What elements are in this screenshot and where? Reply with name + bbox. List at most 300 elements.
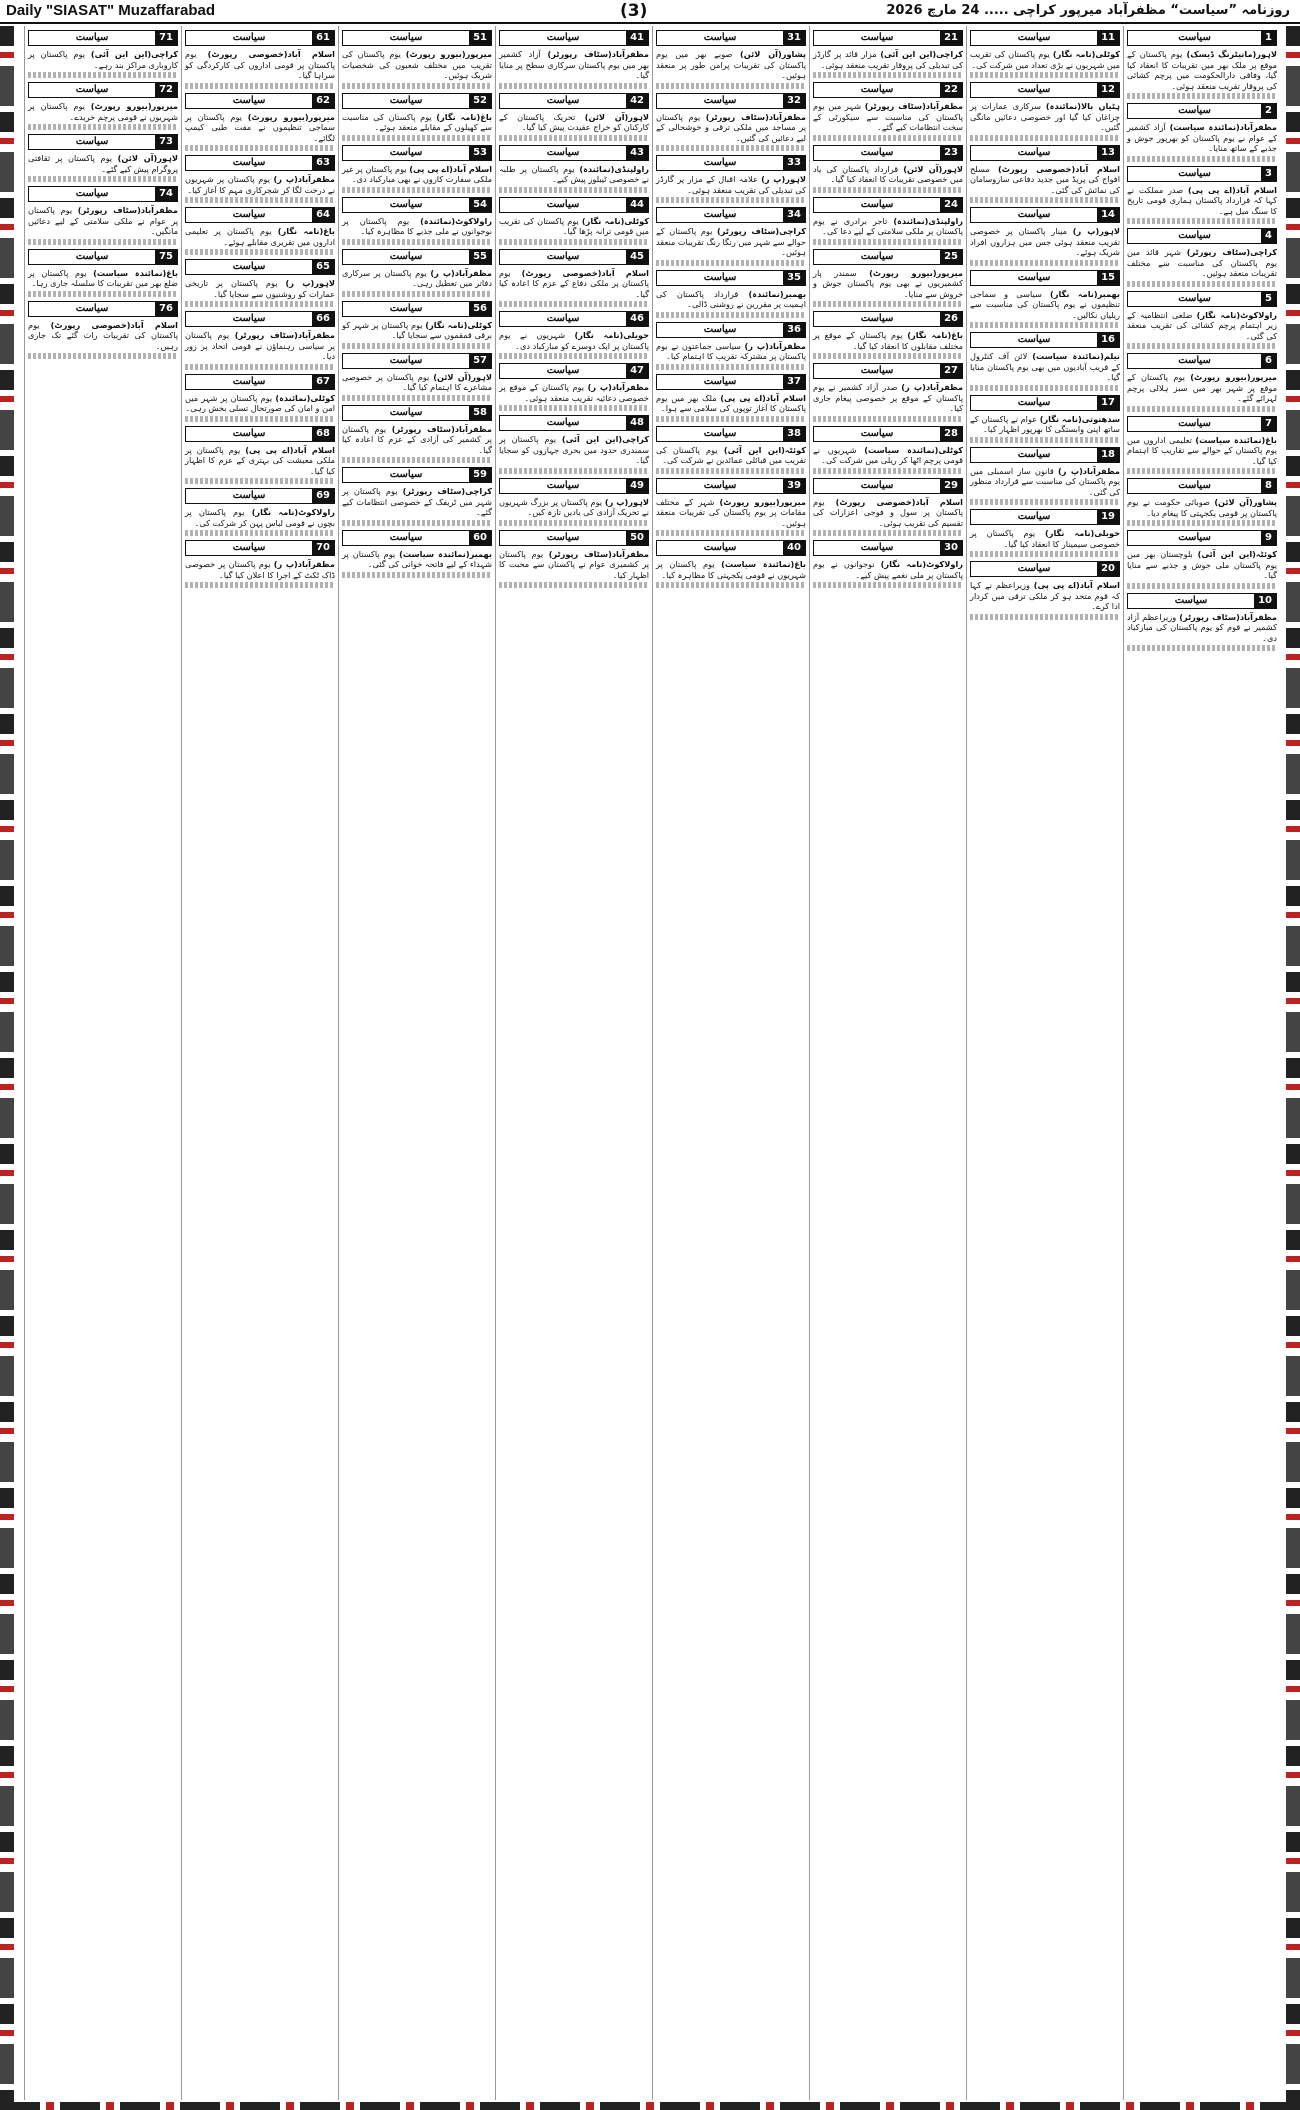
text-filler-rule: [499, 582, 649, 588]
story-number: 11: [1097, 31, 1119, 45]
text-filler-rule: [813, 301, 963, 307]
story-number: 1: [1261, 31, 1276, 45]
news-column: [24, 26, 181, 2100]
news-story: [28, 30, 178, 78]
news-story: [1127, 166, 1277, 225]
story-body: یوم پاکستان پر شہداء کے لیے فاتحہ خوانی کی گئی۔: [342, 548, 492, 569]
text-filler-rule: [970, 322, 1120, 328]
story-tag: [185, 311, 335, 327]
story-dateline: باغ(نمائندہ سیاست): [93, 267, 178, 278]
news-story: [342, 197, 492, 245]
story-tag: [813, 311, 963, 327]
story-tag: [1127, 166, 1277, 182]
story-text: [499, 268, 649, 300]
news-story: [656, 426, 806, 474]
news-column: [495, 26, 652, 2100]
news-story: [813, 426, 963, 474]
story-text: [970, 49, 1120, 70]
story-body: صدر آزاد کشمیر نے یوم پاکستان کے موقع پر خصوصی پیغام جاری کیا۔: [813, 382, 963, 413]
story-tag: [342, 530, 492, 546]
story-body: یوم پاکستان پر ضلع بھر میں تقریبات کا سلسلہ جاری رہا۔: [28, 267, 178, 288]
text-filler-rule: [185, 478, 335, 484]
story-dateline: باغ(نمائندہ سیاست): [1195, 434, 1278, 445]
story-text: [185, 393, 335, 414]
story-number: 56: [469, 302, 491, 316]
decorative-border-bottom: [0, 2102, 1300, 2110]
story-text: [499, 549, 649, 581]
story-dateline: اسلام آباد(خصوصی رپورٹ): [207, 49, 335, 59]
story-number: 41: [626, 31, 648, 45]
story-section-label: سیاست: [389, 531, 423, 543]
story-tag: [813, 363, 963, 379]
story-section-label: سیاست: [232, 94, 266, 106]
news-column: [966, 26, 1123, 2100]
story-text: [499, 497, 649, 518]
story-section-label: سیاست: [1017, 334, 1051, 345]
story-dateline: لاہور(آن لائن): [117, 153, 178, 163]
text-filler-rule: [342, 239, 492, 245]
story-body: یوم پاکستان کے موقع پر خصوصی دعائیہ تقریب منعقد ہوئی۔: [499, 382, 649, 403]
news-story: [185, 426, 335, 485]
story-dateline: اسلام آباد(خصوصی رپورٹ): [50, 319, 178, 330]
story-number: 48: [626, 416, 648, 430]
story-tag: [813, 540, 963, 556]
news-story: [970, 270, 1120, 329]
story-text: [185, 174, 335, 195]
story-text: [970, 351, 1120, 383]
story-text: [342, 112, 492, 133]
story-number: 45: [626, 250, 648, 264]
story-body: مسلح افواج کی پریڈ میں جدید دفاعی سازوسامان کی نمائش کی گئی۔: [970, 163, 1120, 195]
story-body: یوم پاکستان پر شہر کو برقی قمقموں سے سجایا گیا۔: [342, 319, 492, 340]
news-story: [656, 93, 806, 152]
story-number: 3: [1261, 167, 1276, 181]
story-tag: [28, 186, 178, 202]
story-dateline: ہٹیاں بالا(نمائندہ): [1045, 101, 1120, 111]
news-story: [185, 155, 335, 203]
story-number: 39: [783, 479, 805, 493]
story-dateline: کراچی(سٹاف رپورٹر): [1186, 247, 1277, 257]
story-text: [970, 164, 1120, 196]
story-tag: [656, 426, 806, 442]
story-dateline: کراچی(سٹاف رپورٹر): [402, 486, 492, 496]
text-filler-rule: [1127, 156, 1277, 162]
story-section-label: سیاست: [860, 198, 894, 210]
text-filler-rule: [656, 83, 806, 89]
story-section-label: سیاست: [1017, 396, 1051, 408]
story-number: 2: [1261, 104, 1276, 118]
news-column: [1123, 26, 1280, 2100]
story-text: [813, 216, 963, 237]
story-dateline: باغ(نامہ نگار): [907, 330, 964, 340]
story-text: [185, 330, 335, 362]
text-filler-rule: [970, 135, 1120, 141]
story-number: 28: [940, 427, 962, 441]
story-section-label: سیاست: [389, 469, 423, 480]
text-filler-rule: [28, 353, 178, 359]
story-section-label: سیاست: [1178, 417, 1211, 429]
story-body: آزاد کشمیر کے عوام نے یوم پاکستان کو بھرپور جوش و جذبے کے ساتھ منایا۔: [1127, 122, 1277, 153]
story-dateline: کوٹلی(نامہ نگار): [581, 215, 649, 226]
text-filler-rule: [970, 551, 1120, 557]
story-number: 71: [155, 31, 177, 45]
story-section-label: سیاست: [232, 209, 266, 220]
story-body: تعلیمی اداروں میں یوم پاکستان کے حوالے سے تقاریب کا اہتمام کیا گیا۔: [1127, 434, 1277, 466]
text-filler-rule: [185, 416, 335, 422]
news-story: [185, 540, 335, 588]
story-tag: [813, 426, 963, 442]
story-dateline: اسلام آباد(اے پی پی): [1033, 580, 1120, 590]
story-tag: [1127, 593, 1277, 609]
story-tag: [185, 207, 335, 223]
story-number: 46: [626, 312, 648, 326]
news-column: [181, 26, 338, 2100]
story-tag: [342, 30, 492, 46]
story-dateline: مظفرآباد(سٹاف رپورٹر): [234, 330, 336, 340]
story-tag: [499, 530, 649, 546]
news-story: [185, 374, 335, 422]
story-body: قرارداد پاکستان کی یاد میں خصوصی تقریبات کا انعقاد کیا گیا۔: [813, 163, 963, 184]
story-tag: [1127, 103, 1277, 119]
story-text: [813, 101, 963, 133]
text-filler-rule: [970, 499, 1120, 505]
story-section-label: سیاست: [860, 32, 894, 43]
text-filler-rule: [28, 239, 178, 245]
story-text: [185, 278, 335, 299]
text-filler-rule: [1127, 406, 1277, 412]
story-text: [342, 320, 492, 341]
story-text: [1127, 122, 1277, 154]
story-number: 55: [469, 250, 491, 264]
story-number: 38: [783, 427, 805, 441]
story-dateline: بھمبر(نامہ نگار): [1050, 288, 1120, 299]
text-filler-rule: [185, 364, 335, 370]
news-story: [499, 415, 649, 474]
story-text: [970, 466, 1120, 498]
text-filler-rule: [813, 416, 963, 422]
story-number: 26: [940, 312, 962, 326]
text-filler-rule: [813, 187, 963, 193]
story-section-label: سیاست: [860, 84, 894, 95]
story-dateline: میرپور(بیورو رپورٹ): [1190, 372, 1277, 382]
story-number: 72: [155, 83, 177, 97]
story-number: 34: [783, 208, 805, 222]
story-tag: [1127, 30, 1277, 46]
story-dateline: میرپور(بیورو رپورٹ): [90, 101, 178, 111]
story-text: [342, 49, 492, 81]
news-story: [185, 207, 335, 255]
news-story: [1127, 593, 1277, 652]
story-body: یوم پاکستان کی تقریب میں مختلف شعبوں کی شخصیات شریک ہوئیں۔: [342, 49, 492, 80]
story-text: [813, 382, 963, 414]
story-dateline: بھمبر(نمائندہ): [748, 288, 807, 299]
news-story: [1127, 103, 1277, 162]
story-section-label: سیاست: [703, 542, 737, 553]
story-body: شہر قائد میں یوم پاکستان کی مناسبت سے مختلف تقریبات منعقد ہوئیں۔: [1127, 247, 1277, 278]
news-story: [185, 488, 335, 536]
story-number: 62: [312, 94, 334, 108]
news-story: [342, 249, 492, 297]
text-filler-rule: [499, 239, 649, 245]
text-filler-rule: [1127, 468, 1277, 474]
story-body: شہریوں نے قومی پرچم اٹھا کر ریلی میں شرکت کی۔: [813, 444, 963, 465]
story-dateline: لاہور(پ ر): [604, 496, 649, 507]
decorative-border-right: [1286, 26, 1300, 2104]
story-text: [813, 445, 963, 466]
story-dateline: باغ(نامہ نگار): [436, 111, 492, 122]
story-tag: [342, 467, 492, 483]
story-number: 18: [1097, 448, 1119, 462]
story-number: 30: [940, 541, 962, 555]
news-story: [1127, 478, 1277, 526]
story-text: [185, 445, 335, 477]
story-section-label: سیاست: [703, 157, 737, 168]
story-tag: [970, 82, 1120, 98]
news-story: [656, 322, 806, 370]
story-dateline: کوٹلی(نامہ نگار): [1052, 49, 1120, 59]
news-column: [652, 26, 809, 2100]
text-filler-rule: [499, 135, 649, 141]
story-section-label: سیاست: [1017, 563, 1051, 574]
story-dateline: پشاور(آن لائن): [1214, 497, 1277, 507]
story-body: صوبائی حکومت نے یوم پاکستان پر قومی یکجہتی کا پیغام دیا۔: [1127, 497, 1277, 518]
story-dateline: مظفرآباد(سٹاف رپورٹر): [705, 111, 807, 122]
story-dateline: باغ(نامہ نگار): [277, 226, 335, 236]
story-dateline: راولپنڈی(نمائندہ): [579, 163, 649, 174]
story-tag: [656, 93, 806, 109]
story-text: [185, 112, 335, 144]
news-story: [970, 447, 1120, 506]
story-section-label: سیاست: [860, 250, 894, 262]
story-dateline: اسلام آباد(خصوصی رپورٹ): [521, 267, 649, 278]
story-dateline: مظفرآباد(سٹاف رپورٹر): [547, 49, 649, 59]
story-body: یوم پاکستان پر شہریوں نے درخت لگا کر شجرکاری مہم کا آغاز کیا۔: [185, 174, 335, 195]
story-body: ضلعی انتظامیہ کے زیر اہتمام پرچم کشائی کی تقریب منعقد کی گئی۔: [1127, 309, 1277, 341]
news-story: [185, 259, 335, 307]
news-story: [1127, 228, 1277, 287]
text-filler-rule: [185, 582, 335, 588]
story-text: [970, 289, 1120, 321]
story-number: 49: [626, 479, 648, 493]
story-body: یوم پاکستان کی مناسبت سے کھیلوں کے مقابلے منعقد ہوئے۔: [342, 111, 492, 132]
story-body: یوم پاکستان پر سول و فوجی اعزازات کی تقسیم کی تقریب ہوئی۔: [813, 496, 963, 528]
story-number: 20: [1097, 562, 1119, 576]
story-section-label: سیاست: [1178, 355, 1211, 366]
story-tag: [499, 311, 649, 327]
news-story: [342, 353, 492, 401]
story-tag: [656, 30, 806, 46]
story-text: [970, 580, 1120, 612]
story-section-label: سیاست: [546, 313, 580, 324]
news-story: [1127, 291, 1277, 350]
news-story: [499, 93, 649, 141]
story-text: [656, 497, 806, 529]
text-filler-rule: [185, 83, 335, 89]
story-tag: [185, 540, 335, 556]
story-text: [342, 549, 492, 570]
story-body: صدر مملکت نے کہا کہ قرارداد پاکستان ہماری قومی تاریخ کا سنگ میل ہے۔: [1127, 184, 1277, 216]
story-tag: [28, 134, 178, 150]
story-body: یوم پاکستان پر شہر میں امن و امان کی صورتحال تسلی بخش رہی۔: [185, 392, 335, 413]
story-number: 70: [312, 541, 334, 555]
story-tag: [970, 395, 1120, 411]
text-filler-rule: [656, 468, 806, 474]
story-tag: [1127, 478, 1277, 494]
story-dateline: لاہور(پ ر): [761, 174, 806, 184]
story-number: 14: [1097, 208, 1119, 222]
story-dateline: حویلی(نامہ نگار): [574, 330, 649, 340]
text-filler-rule: [656, 197, 806, 203]
news-story: [813, 478, 963, 537]
story-section-label: سیاست: [703, 323, 737, 335]
news-story: [499, 478, 649, 526]
news-story: [813, 249, 963, 308]
story-number: 17: [1097, 396, 1119, 410]
story-body: وزیراعظم نے کہا کہ قوم متحد ہو کر ملکی ترقی میں کردار ادا کرے۔: [970, 580, 1120, 611]
story-dateline: مظفرآباد(سٹاف رپورٹر): [548, 548, 650, 559]
story-text: [1127, 435, 1277, 467]
story-tag: [656, 322, 806, 338]
story-number: 5: [1261, 292, 1276, 306]
news-story: [342, 301, 492, 349]
story-text: [656, 112, 806, 144]
story-number: 37: [783, 375, 805, 389]
story-dateline: کوٹلی(نمائندہ سیاست): [864, 444, 964, 455]
story-number: 73: [155, 135, 177, 149]
text-filler-rule: [813, 353, 963, 359]
story-number: 8: [1261, 479, 1276, 493]
story-text: [1127, 185, 1277, 217]
story-tag: [656, 478, 806, 494]
story-section-label: سیاست: [232, 32, 266, 43]
story-dateline: مظفرآباد(نمائندہ سیاست): [1169, 122, 1277, 132]
story-body: وزیراعظم آزاد کشمیر نے قوم کو یوم پاکستان کی مبارکباد دی۔: [1127, 611, 1277, 643]
story-section-label: سیاست: [232, 542, 266, 553]
news-story: [499, 249, 649, 308]
story-text: [499, 112, 649, 133]
story-tag: [656, 374, 806, 390]
story-tag: [813, 478, 963, 494]
story-section-label: سیاست: [1178, 532, 1211, 543]
story-number: 12: [1097, 83, 1119, 97]
story-number: 66: [312, 312, 334, 326]
text-filler-rule: [499, 520, 649, 526]
story-section-label: سیاست: [1017, 511, 1051, 522]
story-dateline: مظفرآباد(سٹاف رپورٹر): [1179, 611, 1278, 622]
story-number: 59: [469, 468, 491, 482]
story-tag: [970, 270, 1120, 286]
story-section-label: سیاست: [860, 479, 894, 491]
story-tag: [28, 82, 178, 98]
text-filler-rule: [656, 312, 806, 318]
story-text: [813, 268, 963, 300]
story-number: 21: [940, 31, 962, 45]
text-filler-rule: [970, 197, 1120, 203]
text-filler-rule: [342, 572, 492, 578]
story-number: 76: [155, 302, 177, 316]
text-filler-rule: [970, 72, 1120, 78]
story-section-label: سیاست: [389, 198, 423, 210]
story-text: [342, 424, 492, 456]
text-filler-rule: [813, 135, 963, 141]
story-section-label: سیاست: [75, 188, 109, 199]
story-text: [185, 226, 335, 247]
story-section-label: سیاست: [703, 94, 737, 106]
story-text: [1127, 372, 1277, 404]
story-body: یوم پاکستان پر بچوں نے قومی لباس پہن کر شرکت کی۔: [185, 507, 335, 528]
story-tag: [28, 301, 178, 317]
text-filler-rule: [28, 124, 178, 130]
story-dateline: پشاور(آن لائن): [740, 49, 807, 59]
story-body: عوام نے پاکستان کے ساتھ اپنی وابستگی کا بھرپور اظہار کیا۔: [970, 413, 1120, 434]
story-section-label: سیاست: [1178, 167, 1211, 179]
story-dateline: نیلم(نمائندہ سیاست): [1032, 351, 1120, 361]
story-tag: [499, 197, 649, 213]
story-number: 74: [155, 187, 177, 201]
story-section-label: سیاست: [703, 271, 737, 283]
story-body: یوم پاکستان پر شہریوں نے قومی یکجہتی کا مظاہرہ کیا۔: [656, 559, 806, 580]
story-number: 36: [783, 323, 805, 337]
story-text: [970, 101, 1120, 133]
story-number: 63: [312, 156, 334, 170]
story-body: یوم پاکستان پر تاریخی عمارات کو روشنیوں سے سجایا گیا۔: [185, 278, 335, 299]
news-story: [970, 561, 1120, 620]
story-tag: [342, 405, 492, 421]
story-body: یوم پاکستان پر قومی اداروں کی کارکردگی کو سراہا گیا۔: [185, 49, 335, 80]
story-number: 4: [1261, 229, 1276, 243]
story-body: یوم پاکستان پر تعلیمی اداروں میں تقریری مقابلے ہوئے۔: [185, 226, 335, 247]
story-tag: [185, 30, 335, 46]
story-dateline: مظفرآباد(پ ر): [1057, 465, 1120, 476]
story-dateline: مظفرآباد(پ ر): [744, 340, 807, 351]
story-section-label: سیاست: [546, 94, 580, 106]
story-tag: [185, 93, 335, 109]
text-filler-rule: [813, 582, 963, 588]
story-dateline: باغ(نمائندہ سیاست): [721, 559, 806, 569]
news-story: [813, 363, 963, 422]
story-dateline: راولپنڈی(نمائندہ): [893, 215, 963, 226]
text-filler-rule: [499, 468, 649, 474]
story-number: 32: [783, 94, 805, 108]
story-body: یوم پاکستان پر نوجوانوں نے ملی جذبے کا مظاہرہ کیا۔: [342, 215, 492, 236]
story-section-label: سیاست: [546, 479, 580, 491]
story-text: [342, 164, 492, 185]
story-text: [185, 507, 335, 528]
story-body: علامہ اقبال کے مزار پر گارڈز کی تبدیلی کی تقریب منعقد ہوئی۔: [656, 174, 806, 195]
story-section-label: سیاست: [703, 479, 737, 491]
text-filler-rule: [342, 457, 492, 463]
story-section-label: سیاست: [546, 32, 580, 43]
story-tag: [499, 415, 649, 431]
story-body: نوجوانوں نے یوم پاکستان پر ملی نغمے پیش کیے۔: [813, 559, 963, 580]
story-tag: [185, 259, 335, 275]
news-story: [28, 186, 178, 245]
story-number: 64: [312, 208, 334, 222]
text-filler-rule: [499, 83, 649, 89]
story-number: 61: [312, 31, 334, 45]
story-section-label: سیاست: [389, 354, 423, 366]
story-dateline: اسلام آباد(اے پی پی): [1187, 184, 1277, 195]
story-dateline: حویلی(نامہ نگار): [1045, 528, 1120, 538]
story-section-label: سیاست: [232, 490, 266, 501]
story-body: یوم پاکستان پر طلبہ نے خصوصی ٹیبلوز پیش کیے۔: [499, 163, 649, 184]
story-section-label: سیاست: [232, 427, 266, 439]
story-body: سرکاری عمارات پر چراغاں کیا گیا اور خصوصی دعائیں مانگی گئیں۔: [970, 101, 1120, 132]
text-filler-rule: [813, 72, 963, 78]
story-dateline: راولاکوٹ(نامہ نگار): [1196, 309, 1277, 320]
story-dateline: لاہور(آن لائن): [584, 111, 649, 122]
story-body: یوم پاکستان پر شہریوں نے قومی پرچم خریدے۔: [28, 101, 178, 122]
